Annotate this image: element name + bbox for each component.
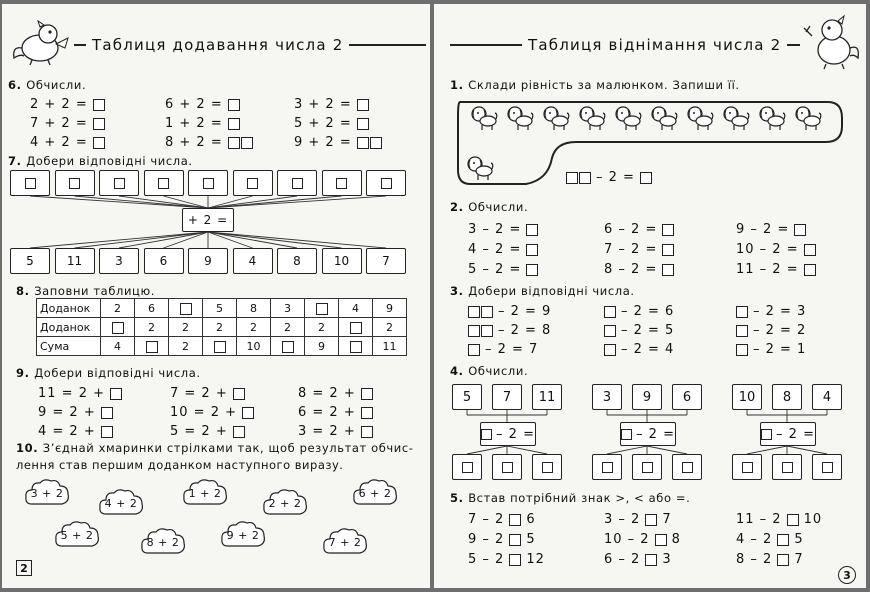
answer-box[interactable] bbox=[146, 341, 158, 353]
exercise bbox=[38, 424, 113, 439]
exercise-text: 3 = 2 + bbox=[298, 424, 356, 439]
operator-text: + 2 = bbox=[187, 213, 229, 227]
table-row bbox=[37, 299, 407, 318]
task-text: Встав потрібний знак >, < або =. bbox=[468, 491, 691, 505]
number: 6 bbox=[159, 254, 168, 268]
task7-input-box bbox=[366, 170, 406, 196]
number: 8 bbox=[782, 389, 792, 405]
exercise-text: 5 – 2 = bbox=[468, 262, 522, 277]
expression: 7 – 2 bbox=[468, 512, 505, 527]
exercise-text: 4 – 2 = bbox=[468, 242, 522, 257]
exercise-text: 5 + 2 = bbox=[294, 116, 352, 131]
exercise-text: 7 = 2 + bbox=[170, 386, 228, 401]
exercise bbox=[298, 405, 373, 420]
compare-exercise bbox=[736, 552, 804, 567]
table-row bbox=[37, 337, 407, 356]
exercise-text: 8 – 2 = bbox=[604, 262, 658, 277]
answer-box[interactable] bbox=[114, 178, 125, 189]
cloud-expression[interactable] bbox=[98, 488, 144, 518]
task-number: 2. bbox=[450, 200, 464, 214]
compare-exercise bbox=[468, 512, 536, 527]
number: 9 bbox=[204, 254, 212, 268]
task4-number-box bbox=[532, 384, 562, 410]
table-cell: 3 bbox=[271, 299, 305, 318]
exercise bbox=[170, 424, 245, 439]
compare-exercise bbox=[736, 532, 804, 547]
answer-box[interactable] bbox=[742, 462, 753, 473]
compare-value: 7 bbox=[794, 552, 804, 567]
compare-exercise bbox=[736, 512, 822, 527]
row-label: Доданок bbox=[37, 318, 101, 337]
answer-box[interactable] bbox=[350, 341, 362, 353]
task7-number-box bbox=[322, 248, 362, 274]
task-text: Обчисли. bbox=[468, 364, 529, 378]
expression: 5 – 2 bbox=[468, 552, 505, 567]
page-title: Таблиця додавання числа 2 bbox=[86, 36, 349, 54]
answer-box[interactable] bbox=[502, 462, 513, 473]
task-number: 1. bbox=[450, 78, 464, 92]
task-number: 6. bbox=[8, 78, 22, 92]
exercise-text: 8 + 2 = bbox=[165, 135, 223, 150]
exercise-text: 6 – 2 = bbox=[604, 222, 658, 237]
task7-number-box bbox=[277, 248, 317, 274]
exercise-text: 9 – 2 = bbox=[736, 222, 790, 237]
task7-input-box bbox=[99, 170, 139, 196]
cloud-text: 6 + 2 bbox=[358, 486, 392, 500]
left-page bbox=[2, 4, 430, 588]
exercise bbox=[38, 386, 122, 401]
exercise bbox=[298, 424, 373, 439]
compare-value: 8 bbox=[671, 532, 681, 547]
expression: 8 – 2 bbox=[736, 552, 773, 567]
exercise-text: 5 = 2 + bbox=[170, 424, 228, 439]
operator-text: – 2 = bbox=[496, 426, 535, 442]
exercise-text: 8 = 2 + bbox=[298, 386, 356, 401]
table-cell: 4 bbox=[101, 337, 135, 356]
task8-header bbox=[16, 284, 155, 298]
table-cell: 2 bbox=[135, 318, 169, 337]
page-number: 3 bbox=[838, 566, 856, 584]
compare-exercise bbox=[468, 552, 545, 567]
task7-number-box bbox=[10, 248, 50, 274]
task7-number-box bbox=[188, 248, 228, 274]
task-number: 3. bbox=[450, 284, 464, 298]
answer-box[interactable] bbox=[180, 303, 192, 315]
cloud-expression[interactable] bbox=[262, 488, 308, 518]
task7-input-box bbox=[55, 170, 95, 196]
answer-box[interactable] bbox=[69, 178, 80, 189]
task7-input-box bbox=[233, 170, 273, 196]
exercise-text: – 2 = 6 bbox=[621, 304, 675, 319]
exercise-text: – 2 = 4 bbox=[621, 342, 675, 357]
answer-box[interactable] bbox=[350, 322, 362, 334]
answer-box[interactable] bbox=[292, 178, 303, 189]
compare-value: 5 bbox=[526, 532, 536, 547]
number: 8 bbox=[293, 254, 301, 268]
row-label: Доданок bbox=[37, 299, 101, 318]
task-number: 4. bbox=[450, 364, 464, 378]
number: 6 bbox=[682, 389, 692, 405]
task4-answer-box bbox=[592, 454, 622, 480]
answer-box[interactable] bbox=[645, 514, 657, 526]
task-number: 5. bbox=[450, 491, 464, 505]
cloud-text: 4 + 2 bbox=[104, 496, 138, 510]
table-cell: 11 bbox=[373, 337, 407, 356]
exercise-text: 9 = 2 + bbox=[38, 405, 96, 420]
answer-box[interactable] bbox=[101, 426, 113, 438]
task7-number-box bbox=[366, 248, 406, 274]
exercise-text: 11 – 2 = bbox=[736, 262, 799, 277]
task5-header bbox=[450, 491, 690, 505]
answer-box[interactable] bbox=[481, 429, 492, 440]
answer-box[interactable] bbox=[509, 514, 521, 526]
compare-exercise bbox=[604, 552, 672, 567]
compare-exercise bbox=[604, 532, 681, 547]
answer-box[interactable] bbox=[642, 462, 653, 473]
exercise bbox=[38, 405, 113, 420]
operator-text: – 2 = bbox=[776, 426, 815, 442]
compare-value: 10 bbox=[803, 512, 823, 527]
table-row bbox=[37, 318, 407, 337]
cloud-expression[interactable] bbox=[24, 478, 70, 508]
task4-answer-box bbox=[492, 454, 522, 480]
task4-number-box bbox=[592, 384, 622, 410]
compare-value: 5 bbox=[794, 532, 804, 547]
cloud-expression[interactable] bbox=[54, 520, 100, 550]
task-number: 9. bbox=[16, 366, 30, 380]
exercise-text: 7 + 2 = bbox=[30, 116, 88, 131]
answer-box[interactable] bbox=[822, 462, 833, 473]
task10-header bbox=[16, 441, 414, 455]
table-cell: 8 bbox=[237, 299, 271, 318]
number: 7 bbox=[382, 254, 390, 268]
cloud-expression[interactable] bbox=[322, 527, 368, 557]
task7-input-box bbox=[188, 170, 228, 196]
task-text: Заповни таблицю. bbox=[34, 284, 156, 298]
table-cell bbox=[169, 299, 203, 318]
table-cell bbox=[135, 337, 169, 356]
answer-box[interactable] bbox=[655, 534, 667, 546]
number: 5 bbox=[462, 389, 472, 405]
exercise-text: 11 = 2 + bbox=[38, 386, 105, 401]
answer-box[interactable] bbox=[336, 178, 347, 189]
exercise-text: 10 – 2 = bbox=[736, 242, 799, 257]
answer-box[interactable] bbox=[602, 462, 613, 473]
number: 5 bbox=[26, 254, 34, 268]
answer-box[interactable] bbox=[777, 534, 789, 546]
exercise-text: – 2 = 3 bbox=[753, 304, 807, 319]
number: 4 bbox=[248, 254, 257, 268]
task4-number-box bbox=[492, 384, 522, 410]
task9-header bbox=[16, 366, 201, 380]
task7-number-box bbox=[233, 248, 273, 274]
exercise-text: 3 + 2 = bbox=[294, 97, 352, 112]
table-cell: 2 bbox=[203, 318, 237, 337]
task4-answer-box bbox=[452, 454, 482, 480]
table-cell: 2 bbox=[271, 318, 305, 337]
answer-box[interactable] bbox=[203, 178, 214, 189]
expression: 4 – 2 bbox=[736, 532, 773, 547]
task4-answer-box bbox=[632, 454, 662, 480]
answer-box[interactable] bbox=[645, 554, 657, 566]
right-page bbox=[434, 4, 866, 588]
exercise-text: 1 + 2 = bbox=[165, 116, 223, 131]
cloud-text: 1 + 2 bbox=[188, 486, 222, 500]
task4-number-box bbox=[672, 384, 702, 410]
number: 10 bbox=[738, 389, 756, 405]
compare-value: 12 bbox=[526, 552, 545, 567]
task7-operator-box bbox=[182, 208, 234, 232]
task4-number-box bbox=[772, 384, 802, 410]
answer-box[interactable] bbox=[233, 426, 245, 438]
cloud-expression[interactable] bbox=[182, 478, 228, 508]
compare-value: 7 bbox=[662, 512, 672, 527]
answer-box[interactable] bbox=[682, 462, 693, 473]
task7-input-box bbox=[277, 170, 317, 196]
answer-box[interactable] bbox=[361, 426, 373, 438]
number: 11 bbox=[538, 389, 556, 405]
exercise bbox=[170, 405, 254, 420]
task4-answer-box bbox=[532, 454, 562, 480]
cloud-text: 2 + 2 bbox=[268, 496, 302, 510]
answer-box[interactable] bbox=[110, 388, 122, 400]
cloud-text: 8 + 2 bbox=[146, 535, 180, 549]
answer-box[interactable] bbox=[233, 388, 245, 400]
number: 10 bbox=[333, 254, 350, 268]
task4-operator-box bbox=[480, 422, 536, 446]
answer-box[interactable] bbox=[247, 178, 258, 189]
exercise-text: 6 = 2 + bbox=[298, 405, 356, 420]
answer-box[interactable] bbox=[509, 554, 521, 566]
exercise-text: – 2 = 8 bbox=[498, 323, 552, 338]
answer-box[interactable] bbox=[242, 407, 254, 419]
answer-box[interactable] bbox=[462, 462, 473, 473]
task4-number-box bbox=[812, 384, 842, 410]
exercise-text: – 2 = 9 bbox=[498, 304, 552, 319]
compare-exercise bbox=[468, 532, 536, 547]
compare-value: 6 bbox=[526, 512, 536, 527]
exercise-text: 4 = 2 + bbox=[38, 424, 96, 439]
number: 11 bbox=[66, 254, 83, 268]
number: 3 bbox=[602, 389, 612, 405]
task-text: Склади рівність за малюнком. Запиши її. bbox=[468, 78, 740, 92]
answer-box[interactable] bbox=[316, 303, 328, 315]
table-cell: 10 bbox=[237, 337, 271, 356]
task7-number-box bbox=[99, 248, 139, 274]
compare-value: 3 bbox=[662, 552, 672, 567]
answer-box[interactable] bbox=[361, 407, 373, 419]
answer-box[interactable] bbox=[381, 178, 392, 189]
task4-number-box bbox=[452, 384, 482, 410]
answer-box[interactable] bbox=[782, 462, 793, 473]
answer-box[interactable] bbox=[101, 407, 113, 419]
task-number: 8. bbox=[16, 284, 30, 298]
task-text: Обчисли. bbox=[468, 200, 529, 214]
table-cell: 2 bbox=[237, 318, 271, 337]
expression: 11 – 2 bbox=[736, 512, 782, 527]
table-cell bbox=[271, 337, 305, 356]
table-cell: 2 bbox=[305, 318, 339, 337]
table-cell bbox=[101, 318, 135, 337]
number: 4 bbox=[822, 389, 832, 405]
expression: 6 – 2 bbox=[604, 552, 641, 567]
exercise-text: 4 + 2 = bbox=[30, 135, 88, 150]
row-label: Сума bbox=[37, 337, 101, 356]
table-cell: 2 bbox=[373, 318, 407, 337]
expression: 3 – 2 bbox=[604, 512, 641, 527]
operator-text: – 2 = bbox=[636, 426, 675, 442]
exercise-text: – 2 = 5 bbox=[621, 323, 675, 338]
answer-box[interactable] bbox=[282, 341, 294, 353]
task8-table bbox=[36, 298, 407, 356]
task4-operator-box bbox=[620, 422, 676, 446]
answer-box[interactable] bbox=[158, 178, 169, 189]
answer-box[interactable] bbox=[214, 341, 226, 353]
exercise-text: – 2 = 7 bbox=[485, 342, 539, 357]
number: 9 bbox=[642, 389, 652, 405]
table-cell: 2 bbox=[169, 318, 203, 337]
answer-box[interactable] bbox=[112, 322, 124, 334]
exercise-text: – 2 = 1 bbox=[753, 342, 807, 357]
task-text: З’єднай хмаринки стрілками так, щоб результат обчис- bbox=[42, 441, 414, 455]
task7-number-box bbox=[55, 248, 95, 274]
table-cell bbox=[339, 337, 373, 356]
exercise-text: 7 – 2 = bbox=[604, 242, 658, 257]
task4-answer-box bbox=[672, 454, 702, 480]
answer-box[interactable] bbox=[761, 429, 772, 440]
equation-text: – 2 = bbox=[596, 170, 635, 185]
task10-text-line2: лення став першим доданком наступного виразу. bbox=[16, 458, 344, 472]
answer-box[interactable] bbox=[787, 514, 799, 526]
table-cell: 2 bbox=[169, 337, 203, 356]
task4-number-box bbox=[632, 384, 662, 410]
answer-box[interactable] bbox=[25, 178, 36, 189]
task-text: Добери відповідні числа. bbox=[34, 366, 201, 380]
exercise bbox=[170, 386, 245, 401]
task-number: 7. bbox=[8, 154, 22, 168]
exercise-text: – 2 = 2 bbox=[753, 323, 807, 338]
table-cell: 9 bbox=[305, 337, 339, 356]
task7-input-box bbox=[10, 170, 50, 196]
task-text: Обчисли. bbox=[26, 78, 87, 92]
cloud-expression[interactable] bbox=[352, 478, 398, 508]
table-cell: 5 bbox=[203, 299, 237, 318]
task7-input-box bbox=[322, 170, 362, 196]
cloud-text: 9 + 2 bbox=[226, 528, 260, 542]
task4-answer-box bbox=[812, 454, 842, 480]
answer-box[interactable] bbox=[621, 429, 632, 440]
expression: 9 – 2 bbox=[468, 532, 505, 547]
table-cell bbox=[203, 337, 237, 356]
cloud-text: 5 + 2 bbox=[60, 528, 94, 542]
table-cell bbox=[305, 299, 339, 318]
task7-input-box bbox=[144, 170, 184, 196]
task7-number-box bbox=[144, 248, 184, 274]
answer-box[interactable] bbox=[777, 554, 789, 566]
task4-answer-box bbox=[772, 454, 802, 480]
cloud-text: 7 + 2 bbox=[328, 535, 362, 549]
exercise-text: 3 – 2 = bbox=[468, 222, 522, 237]
cloud-expression[interactable] bbox=[140, 527, 186, 557]
cloud-text: 3 + 2 bbox=[30, 486, 64, 500]
exercise-text: 9 + 2 = bbox=[294, 135, 352, 150]
task4-operator-box bbox=[760, 422, 816, 446]
table-cell: 9 bbox=[373, 299, 407, 318]
exercise-text: 10 = 2 + bbox=[170, 405, 237, 420]
task4-number-box bbox=[732, 384, 762, 410]
exercise-text: 6 + 2 = bbox=[165, 97, 223, 112]
table-cell: 6 bbox=[135, 299, 169, 318]
task-number: 10. bbox=[16, 441, 39, 455]
compare-exercise bbox=[604, 512, 672, 527]
task4-answer-box bbox=[732, 454, 762, 480]
expression: 10 – 2 bbox=[604, 532, 650, 547]
page-number: 2 bbox=[16, 560, 32, 576]
exercise-text: 2 + 2 = bbox=[30, 97, 88, 112]
table-cell bbox=[339, 318, 373, 337]
task-text: Добери відповідні числа. bbox=[26, 154, 193, 168]
exercise bbox=[298, 386, 373, 401]
number: 7 bbox=[502, 389, 512, 405]
answer-box[interactable] bbox=[542, 462, 553, 473]
page-title: Таблиця віднімання числа 2 bbox=[522, 36, 787, 54]
table-cell: 2 bbox=[101, 299, 135, 318]
answer-box[interactable] bbox=[509, 534, 521, 546]
task-text: Добери відповідні числа. bbox=[468, 284, 635, 298]
number: 3 bbox=[115, 254, 123, 268]
answer-box[interactable] bbox=[361, 388, 373, 400]
cloud-expression[interactable] bbox=[220, 520, 266, 550]
table-cell: 4 bbox=[339, 299, 373, 318]
